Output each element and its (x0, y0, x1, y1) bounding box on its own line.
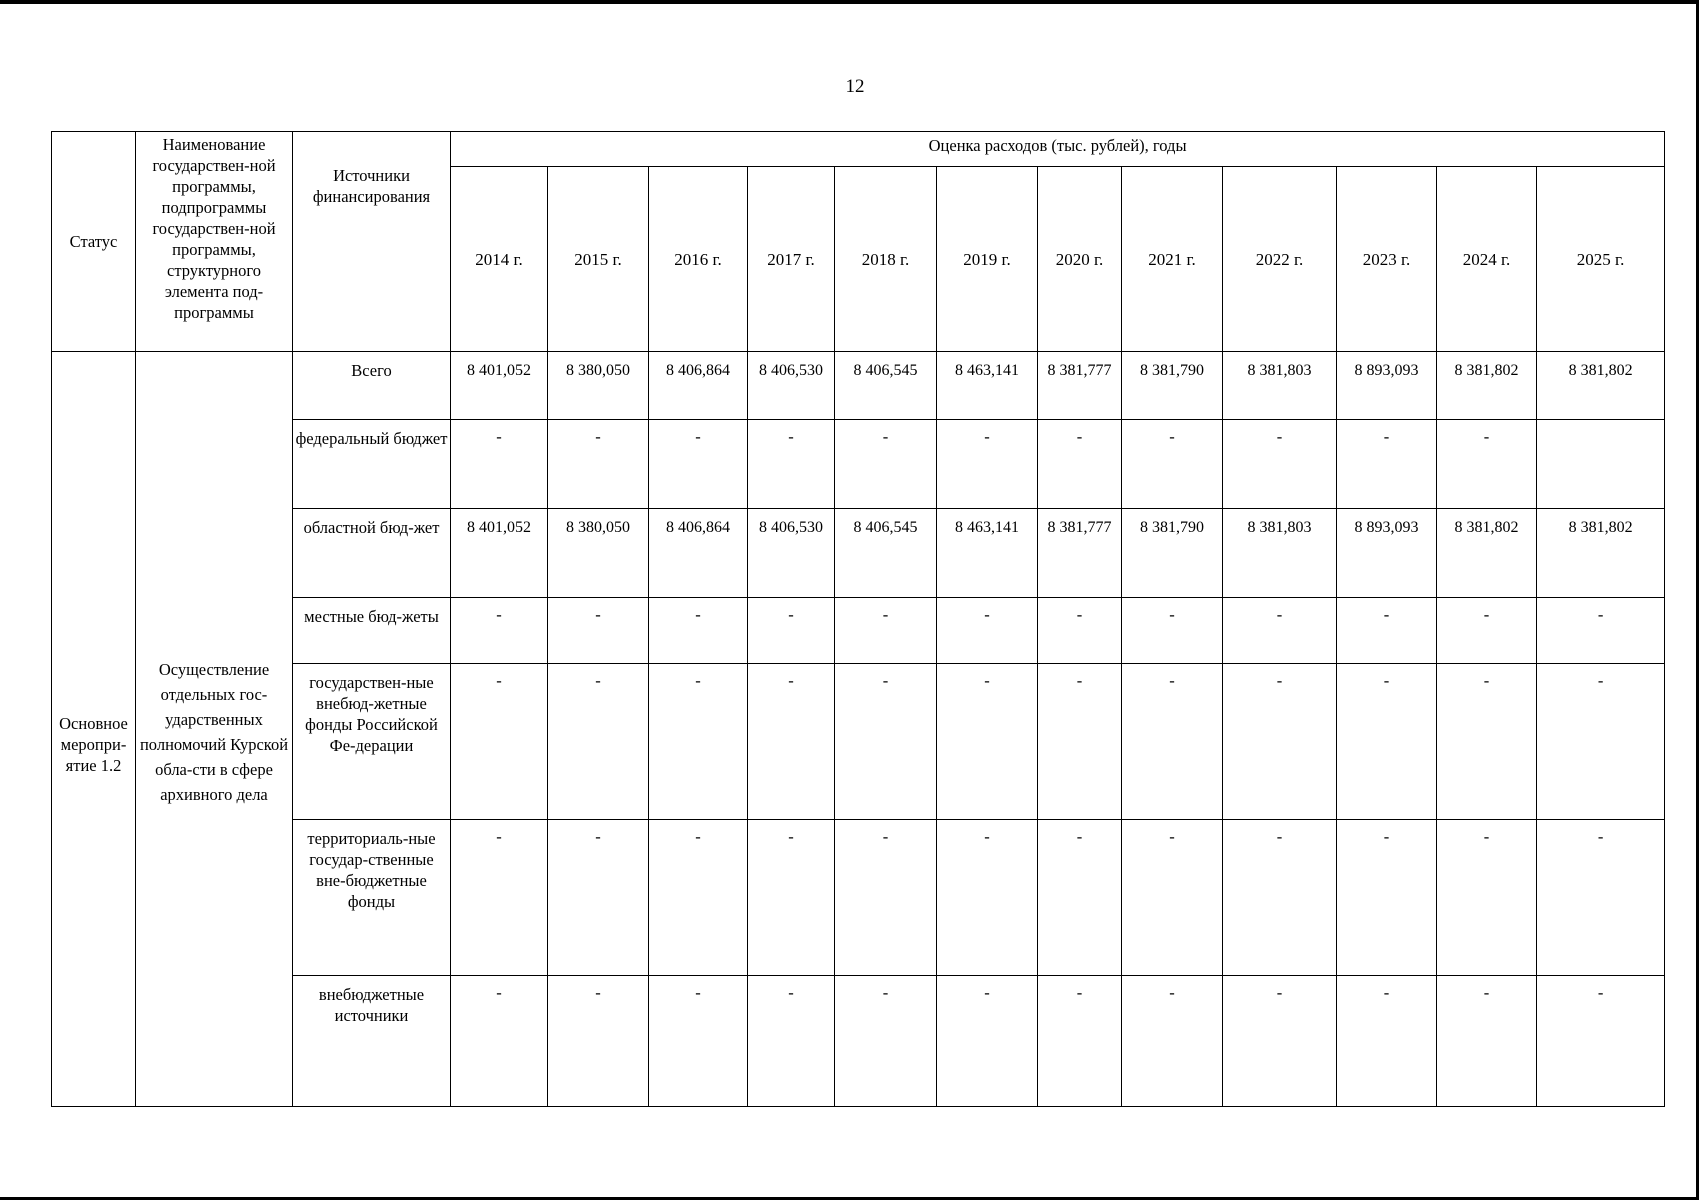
value-text: - (1076, 827, 1083, 846)
value-cell (835, 420, 937, 509)
value-cell (1038, 598, 1122, 664)
year-2024: 2024 г. (1437, 167, 1537, 352)
value-cell (451, 420, 548, 509)
year-2023: 2023 г. (1337, 167, 1437, 352)
value-text: 8 381,802 (1568, 519, 1633, 536)
value-cell (937, 976, 1038, 1107)
value-cell (1437, 598, 1537, 664)
year-2025: 2025 г. (1537, 167, 1665, 352)
value-cell (451, 509, 548, 598)
value-text: 8 381,803 (1247, 519, 1312, 536)
value-text: - (882, 671, 889, 690)
value-text: 8 381,802 (1454, 362, 1519, 379)
value-cell (1038, 976, 1122, 1107)
value-cell (1122, 509, 1223, 598)
header-sources (293, 132, 451, 352)
header-expense-estimate (451, 132, 1665, 167)
value-cell (548, 352, 649, 420)
value-cell (1337, 664, 1437, 820)
source-label: Всего (351, 361, 392, 380)
value-cell (1437, 664, 1537, 820)
year-2022: 2022 г. (1223, 167, 1337, 352)
header-program-name-text: Наименование государствен-ной программы, подпрограммы государствен-ной программы, структурного элемента под-программы (152, 135, 276, 322)
value-cell (649, 420, 748, 509)
page-top-border (0, 0, 1699, 4)
value-cell (1122, 352, 1223, 420)
value-text: 8 381,802 (1454, 519, 1519, 536)
header-expense-estimate-text: Оценка расходов (тыс. рублей), годы (928, 136, 1187, 155)
value-cell (748, 352, 835, 420)
value-cell (1038, 352, 1122, 420)
value-text: 8 406,864 (666, 362, 730, 379)
value-cell (1038, 664, 1122, 820)
value-text: - (595, 983, 601, 1002)
value-cell (1537, 352, 1665, 420)
value-cell (649, 598, 748, 664)
value-text: - (1276, 671, 1283, 690)
value-cell (548, 420, 649, 509)
value-text: - (695, 983, 701, 1002)
value-cell (1223, 598, 1337, 664)
value-cell (937, 509, 1038, 598)
value-cell (649, 352, 748, 420)
value-text: - (595, 427, 601, 446)
value-cell (937, 420, 1038, 509)
value-cell (1038, 820, 1122, 976)
value-cell (649, 664, 748, 820)
value-text: - (1276, 605, 1283, 624)
value-cell (1122, 598, 1223, 664)
value-text: - (1169, 671, 1175, 690)
row-status-text: Основное меропри-ятие 1.2 (59, 713, 128, 775)
value-cell (1437, 352, 1537, 420)
value-text: - (882, 983, 889, 1002)
value-text: - (695, 605, 701, 624)
year-2017: 2017 г. (748, 167, 835, 352)
value-text: - (496, 983, 502, 1002)
value-cell (1038, 509, 1122, 598)
value-text: - (882, 427, 889, 446)
value-cell (548, 976, 649, 1107)
value-cell (835, 352, 937, 420)
value-cell (548, 820, 649, 976)
value-cell (1122, 976, 1223, 1107)
table-row (52, 352, 1665, 420)
value-cell (1337, 976, 1437, 1107)
value-text: - (595, 671, 601, 690)
source-label: местные бюд-жеты (304, 607, 439, 626)
source-cell (293, 664, 451, 820)
value-cell (835, 664, 937, 820)
value-text: - (595, 605, 601, 624)
source-cell (293, 976, 451, 1107)
value-cell (548, 664, 649, 820)
value-text: - (1383, 671, 1390, 690)
value-text: 8 406,530 (759, 362, 823, 379)
value-cell (1337, 420, 1437, 509)
value-text: - (1483, 671, 1490, 690)
value-text: 8 381,790 (1140, 519, 1204, 536)
value-cell (1537, 664, 1665, 820)
year-2020: 2020 г. (1038, 167, 1122, 352)
value-cell (748, 664, 835, 820)
value-text: - (1597, 827, 1604, 846)
value-cell (1223, 509, 1337, 598)
value-cell (1437, 820, 1537, 976)
value-cell (1337, 820, 1437, 976)
value-text: - (1076, 427, 1083, 446)
source-cell (293, 598, 451, 664)
row-status (52, 352, 136, 1107)
table-row (52, 976, 1665, 1107)
value-text: - (882, 827, 889, 846)
value-cell (451, 598, 548, 664)
value-text: - (788, 983, 794, 1002)
value-text: 8 381,802 (1568, 362, 1633, 379)
value-text: - (695, 427, 701, 446)
value-text: - (1276, 827, 1283, 846)
value-cell (835, 976, 937, 1107)
value-text: 8 381,777 (1047, 362, 1112, 379)
row-name (136, 352, 293, 1107)
value-text: - (1276, 983, 1283, 1002)
value-text: 8 463,141 (955, 519, 1019, 536)
source-label: федеральный бюджет (295, 429, 448, 448)
value-text: - (496, 605, 502, 624)
value-text: - (1597, 983, 1604, 1002)
value-text: - (1276, 427, 1283, 446)
value-cell (451, 352, 548, 420)
value-cell (451, 976, 548, 1107)
value-cell (1223, 976, 1337, 1107)
value-cell (1537, 509, 1665, 598)
value-cell (451, 820, 548, 976)
value-cell (1122, 420, 1223, 509)
value-cell (649, 820, 748, 976)
value-text: - (1169, 827, 1175, 846)
value-text: 8 401,052 (467, 519, 531, 536)
value-text: 8 406,864 (666, 519, 730, 536)
value-cell (937, 352, 1038, 420)
value-cell (1437, 976, 1537, 1107)
value-text: - (496, 427, 502, 446)
header-program-name (136, 132, 293, 352)
value-cell (649, 509, 748, 598)
value-cell (835, 598, 937, 664)
value-text: - (1483, 827, 1490, 846)
value-cell (1537, 976, 1665, 1107)
value-cell (1223, 420, 1337, 509)
value-text: - (1383, 605, 1390, 624)
value-text (1537, 420, 1664, 426)
header-sources-text: Источники финансирования (312, 166, 431, 206)
value-text: 8 463,141 (955, 362, 1019, 379)
value-cell (1537, 598, 1665, 664)
value-text: - (788, 427, 794, 446)
value-cell (451, 664, 548, 820)
value-text: - (1597, 605, 1604, 624)
value-text: - (496, 671, 502, 690)
value-text: - (1597, 671, 1604, 690)
value-text: - (984, 671, 990, 690)
year-2021: 2021 г. (1122, 167, 1223, 352)
value-text: - (695, 827, 701, 846)
value-text: - (1383, 827, 1390, 846)
value-text: - (1483, 983, 1490, 1002)
source-label: областной бюд-жет (303, 518, 440, 537)
value-cell (835, 509, 937, 598)
value-cell (748, 976, 835, 1107)
source-label: территориаль-ные государ-ственные вне-бюджетные фонды (307, 829, 436, 911)
year-2016: 2016 г. (649, 167, 748, 352)
table-row (52, 664, 1665, 820)
value-text: - (1076, 983, 1083, 1002)
value-cell (748, 509, 835, 598)
value-cell (1122, 664, 1223, 820)
value-cell (835, 820, 937, 976)
value-text: - (1383, 427, 1390, 446)
value-text: - (1169, 605, 1175, 624)
value-text: - (496, 827, 502, 846)
value-text: 8 401,052 (467, 362, 531, 379)
value-text: - (1483, 427, 1490, 446)
value-cell (937, 820, 1038, 976)
value-text: 8 893,093 (1354, 519, 1419, 536)
value-cell (1437, 420, 1537, 509)
value-text: - (1076, 671, 1083, 690)
value-cell (1038, 420, 1122, 509)
value-text: 8 381,803 (1247, 362, 1312, 379)
value-text: - (1483, 605, 1490, 624)
source-cell (293, 820, 451, 976)
value-text: - (1169, 427, 1175, 446)
source-cell (293, 352, 451, 420)
value-cell (1122, 820, 1223, 976)
value-text: - (595, 827, 601, 846)
row-name-text: Осуществление отдельных гос-ударственных полномочий Курской обла-сти в сфере архивного дела (139, 660, 289, 804)
table-row (52, 420, 1665, 509)
value-text: 8 406,545 (853, 362, 918, 379)
value-cell (1537, 820, 1665, 976)
value-text: - (695, 671, 701, 690)
value-cell (1337, 598, 1437, 664)
table-row (52, 598, 1665, 664)
value-text: - (1076, 605, 1083, 624)
source-cell (293, 509, 451, 598)
value-cell (1337, 352, 1437, 420)
year-2018: 2018 г. (835, 167, 937, 352)
value-text: 8 893,093 (1354, 362, 1419, 379)
value-text: - (1383, 983, 1390, 1002)
value-cell (548, 509, 649, 598)
value-text: - (984, 827, 990, 846)
value-cell (1437, 509, 1537, 598)
value-cell (748, 598, 835, 664)
value-cell (1223, 664, 1337, 820)
value-text: - (788, 605, 794, 624)
value-cell (937, 664, 1038, 820)
value-text: 8 380,050 (566, 362, 630, 379)
value-text: - (984, 427, 990, 446)
source-label: государствен-ные внебюд-жетные фонды Российской Фе-дерации (305, 673, 438, 755)
table-row (52, 820, 1665, 976)
year-2019: 2019 г. (937, 167, 1038, 352)
value-text: 8 380,050 (566, 519, 630, 536)
value-text: 8 381,777 (1047, 519, 1112, 536)
header-status: Статус (52, 132, 136, 352)
year-2014: 2014 г. (451, 167, 548, 352)
value-text: 8 406,530 (759, 519, 823, 536)
source-cell (293, 420, 451, 509)
page-number: 12 (845, 76, 865, 97)
value-text: - (1169, 983, 1175, 1002)
value-text: 8 406,545 (853, 519, 918, 536)
value-cell (649, 976, 748, 1107)
value-text: - (984, 983, 990, 1002)
value-cell (937, 598, 1038, 664)
header-row-top (52, 132, 1665, 167)
value-text: - (788, 827, 794, 846)
value-cell (748, 420, 835, 509)
value-cell (1223, 352, 1337, 420)
source-label: внебюджетные источники (318, 985, 425, 1025)
value-cell (1337, 509, 1437, 598)
year-2015: 2015 г. (548, 167, 649, 352)
value-cell (748, 820, 835, 976)
value-text: - (882, 605, 889, 624)
value-text: 8 381,790 (1140, 362, 1204, 379)
table-row (52, 509, 1665, 598)
value-text: - (984, 605, 990, 624)
budget-table (51, 131, 1665, 1107)
value-cell (1223, 820, 1337, 976)
value-cell (1537, 420, 1665, 509)
value-text: - (788, 671, 794, 690)
value-cell (548, 598, 649, 664)
